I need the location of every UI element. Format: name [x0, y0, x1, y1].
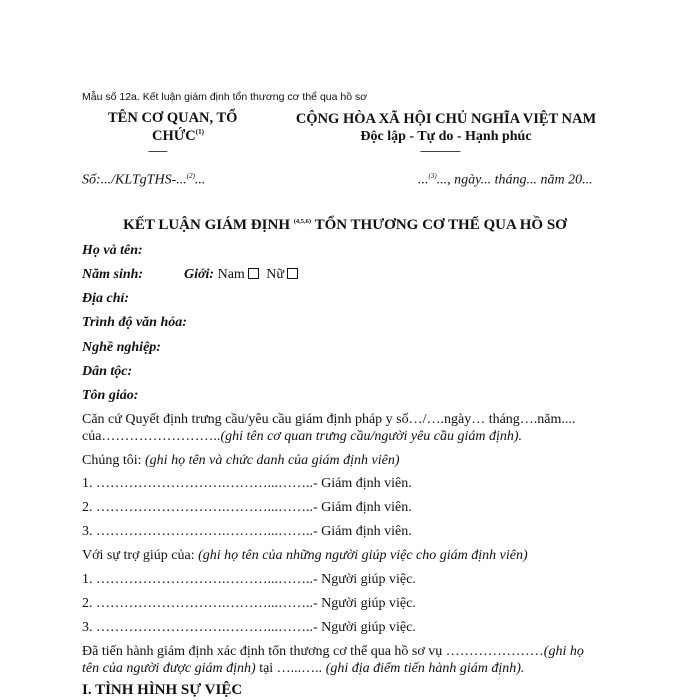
agency-footnote-ref: (1): [195, 128, 204, 137]
conduct-person-hint: tên của người được giám định): [82, 661, 256, 676]
title-footnote-ref: (4,5,6): [293, 218, 312, 225]
nation-motto: Độc lập - Tự do - Hạnh phúc: [360, 129, 532, 144]
examiners-label: Chúng tôi:: [82, 453, 142, 468]
agency-rule: -------: [148, 145, 167, 157]
conduct-text: Đã tiến hành giám định xác định tổn thương cơ thể qua hồ sơ vụ …………………: [82, 644, 544, 659]
assistants-intro: [82, 548, 528, 564]
field-ethnicity: Dân tộc:: [82, 364, 133, 379]
section-heading-1: I. TÌNH HÌNH SỰ VIỆC: [82, 682, 243, 698]
field-education: Trình độ văn hóa:: [82, 315, 187, 330]
assistant-line-3: 3. ……………………….………...……..- Người giúp việc.: [82, 620, 416, 635]
examiner-line-2: 2. ……………………….………...……..- Giám định viên.: [82, 500, 412, 515]
place-prefix: ...: [418, 172, 429, 188]
agency-name-line1: TÊN CƠ QUAN, TỔ: [108, 110, 238, 126]
conduct-line2: [82, 661, 524, 677]
document-title: [82, 217, 608, 234]
field-birth-year: Năm sinh:: [82, 267, 144, 282]
agency-name-text: CHỨC: [152, 128, 196, 144]
examiners-hint: (ghi họ tên và chức danh của giám định viên): [145, 453, 400, 468]
examiner-line-3: 3. ……………………….………...……..- Giám định viên.: [82, 524, 412, 539]
title-part-b: TỔN THƯƠNG CƠ THỂ QUA HỒ SƠ: [314, 217, 567, 233]
document-number-suffix: ...: [194, 172, 206, 188]
agency-name-line2: [152, 128, 204, 145]
date-text: ..., ngày... tháng... năm 20...: [436, 172, 593, 188]
gender-female-label: Nữ: [266, 267, 284, 282]
place-date: [418, 172, 593, 189]
basis-agency-blank: của……………………..: [82, 429, 221, 444]
field-name: Họ và tên:: [82, 243, 143, 258]
examiners-intro: [82, 453, 400, 469]
field-religion: Tôn giáo:: [82, 388, 139, 403]
basis-agency-hint: (ghi tên cơ quan trưng cầu/người yêu cầu giám định).: [220, 429, 523, 444]
conduct-place-hint: (ghi địa điểm tiến hành giám định).: [325, 661, 525, 676]
form-code: Mẫu số 12a. Kết luận giám định tổn thương cơ thể qua hồ sơ: [82, 91, 368, 103]
assistant-line-2: 2. ……………………….………...……..- Người giúp việc.: [82, 596, 416, 611]
female-checkbox[interactable]: [287, 268, 298, 279]
field-occupation: Nghề nghiệp:: [82, 340, 161, 355]
field-address: Địa chỉ:: [82, 291, 130, 306]
number-footnote-ref: (2): [186, 172, 195, 180]
assistants-hint: (ghi họ tên của những người giúp việc cho giám định viên): [198, 548, 528, 563]
basis-line1: Căn cứ Quyết định trưng cầu/yêu cầu giám định pháp y số…/….ngày… tháng….năm....: [82, 412, 576, 427]
examiner-line-1: 1. ……………………….………...……..- Giám định viên.: [82, 476, 412, 491]
document-number: [82, 172, 205, 189]
document-number-text: Số:.../KLTgTHS-...: [82, 172, 187, 188]
conduct-line1: [82, 644, 584, 660]
conduct-place-blank: tại …...…..: [259, 661, 323, 676]
title-part-a: KẾT LUẬN GIÁM ĐỊNH: [123, 217, 290, 233]
gender-male-label: Nam: [217, 267, 245, 282]
assistants-label: Với sự trợ giúp của:: [82, 548, 195, 563]
motto-rule: ---------------: [420, 145, 460, 157]
male-checkbox[interactable]: [248, 268, 259, 279]
conduct-hint: (ghi họ: [543, 644, 584, 659]
gender-label: Giới:: [184, 267, 215, 282]
assistant-line-1: 1. ……………………….………...……..- Người giúp việc.: [82, 572, 416, 587]
nation-name: CỘNG HÒA XÃ HỘI CHỦ NGHĨA VIỆT NAM: [295, 111, 597, 127]
place-footnote-ref: (3): [428, 172, 437, 180]
basis-line2: [82, 429, 522, 445]
field-gender: [184, 267, 302, 283]
